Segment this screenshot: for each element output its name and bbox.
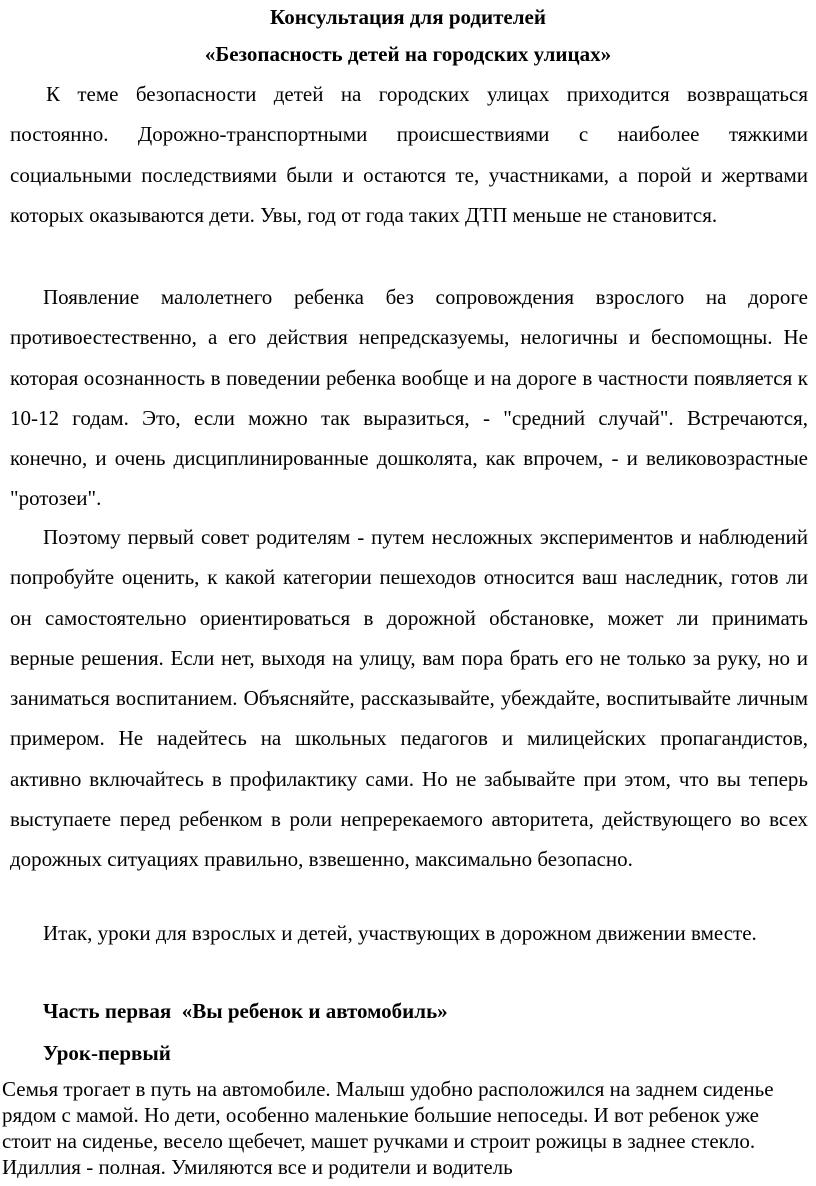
lesson-heading: Урок-первый: [43, 1041, 171, 1065]
paragraph-child-awareness: Появление малолетнего ребенка без сопровождения взрослого на дороге противоестественно, а его действия непредсказуемы, нелогичны и беспомощны. Не которая осознанность в поведении ребенка вообще и на дороге в частности появляется к 10-12 годам. Это, если можно так выразиться, - "средний случай". Встречаются, конечно, и очень дисциплинированные дошколята, как впрочем, - и великовозрастные "ротозеи".: [10, 285, 808, 511]
paragraph-parent-advice: Поэтому первый совет родителям - путем несложных экспериментов и наблюдений попробуйте оценить, к какой категории пешеходов относится ваш наследник, готов ли он самостоятельно ориентироваться в дорожной обстановке, может ли принимать верные решения. Если нет, выходя на улицу, вам пора брать его не только за руку, но и заниматься воспитанием. Объясняйте, рассказывайте, убеждайте, воспитывайте личным примером. Не надейтесь на школьных педагогов и милицейских пропагандистов, активно включайтесь в профилактику сами. Но не забывайте при этом, что вы теперь выступаете перед ребенком в роли непререкаемого авторитета, действующего во всех дорожных ситуациях правильно, взвешенно, максимально безопасно.: [10, 525, 808, 872]
paragraph-intro: К теме безопасности детей на городских улицах приходится возвращаться постоянно. Дорожно-транспортными происшествиями с наиболее тяжкими социальными последствиями были и остаются те, участниками, а порой и жертвами которых оказываются дети. Увы, год от года таких ДТП меньше не становится.: [10, 82, 808, 227]
document-title: Консультация для родителей: [270, 5, 546, 29]
part-heading: Часть первая «Вы ребенок и автомобиль»: [43, 999, 448, 1023]
paragraph-lessons-intro: Итак, уроки для взрослых и детей, участвующих в дорожном движении вместе.: [43, 921, 757, 945]
document-subtitle: «Безопасность детей на городских улицах»: [204, 42, 612, 66]
lesson-text: Семья трогает в путь на автомобиле. Малыш удобно расположился на заднем сиденье рядом с мамой. Но дети, особенно маленькие большие непоседы. И вот ребенок уже стоит на сиденье, весело щебечет, машет ручками и строит рожицы в заднее стекло. Идиллия - полная. Умиляются все и родители и водитель: [2, 1077, 774, 1179]
